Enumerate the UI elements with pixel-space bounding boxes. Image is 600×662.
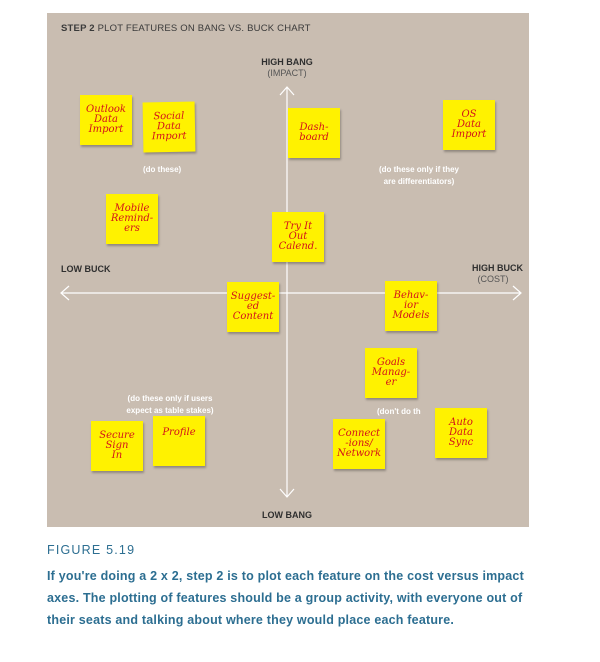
axis-right-main: HIGH BUCK	[472, 263, 523, 273]
axis-bottom-label	[247, 510, 327, 521]
note-top-left: (do these)	[143, 165, 182, 174]
axis-bottom-main: LOW BANG	[262, 510, 312, 520]
axis-right-sub: (COST)	[477, 274, 509, 284]
step-title-text: PLOT FEATURES ON BANG VS. BUCK CHART	[97, 23, 311, 34]
sticky-profile: Profile	[153, 416, 205, 466]
note-top-right-line1: (do these only if they	[378, 165, 459, 174]
sticky-mobile-reminders: Mobile Remind- ers	[106, 194, 158, 244]
sticky-secure-sign-in: Secure Sign In	[91, 421, 143, 471]
axis-right-label	[449, 263, 523, 285]
sticky-social-data-import: Social Data Import	[143, 102, 196, 153]
axis-left-main: LOW BUCK	[61, 264, 111, 274]
sticky-dashboard: Dash- board	[288, 108, 340, 158]
sticky-connections-network: Connect -ions/ Network	[333, 419, 385, 469]
note-bottom-left	[105, 393, 235, 417]
note-bottom-right: (don't do th	[377, 407, 421, 416]
axis-left-label	[61, 264, 111, 275]
chart-board	[47, 13, 529, 527]
figure-title: FIGURE 5.19	[47, 543, 136, 557]
sticky-goals-manager: Goals Manag- er	[365, 348, 417, 398]
sticky-os-data-import: OS Data Import	[443, 100, 495, 150]
sticky-outlook-data-import: Outlook Data Import	[80, 95, 132, 145]
sticky-behavior-models: Behav- ior Models	[385, 281, 437, 331]
axis-top-label	[247, 57, 327, 79]
sticky-auto-data-sync: Auto Data Sync	[435, 408, 487, 458]
step-label: STEP 2	[61, 23, 95, 34]
note-top-right-line2: are differentiators)	[383, 177, 455, 186]
note-bottom-left-line1: (do these only if users	[127, 394, 213, 403]
sticky-suggested-content: Suggest- ed Content	[227, 282, 279, 332]
axis-top-sub: (IMPACT)	[267, 68, 307, 78]
figure-caption: If you're doing a 2 x 2, step 2 is to plot each feature on the cost versus impact axes. The plotting of features should be a group activity, with everyone out of their seats and talking about where they would place each feature.	[47, 569, 524, 627]
axis-top-main: HIGH BANG	[261, 57, 313, 67]
sticky-try-it-out-calendar: Try It Out Calend.	[272, 212, 324, 262]
note-bottom-left-line2: expect as table stakes)	[126, 406, 214, 415]
note-top-right	[359, 164, 479, 188]
